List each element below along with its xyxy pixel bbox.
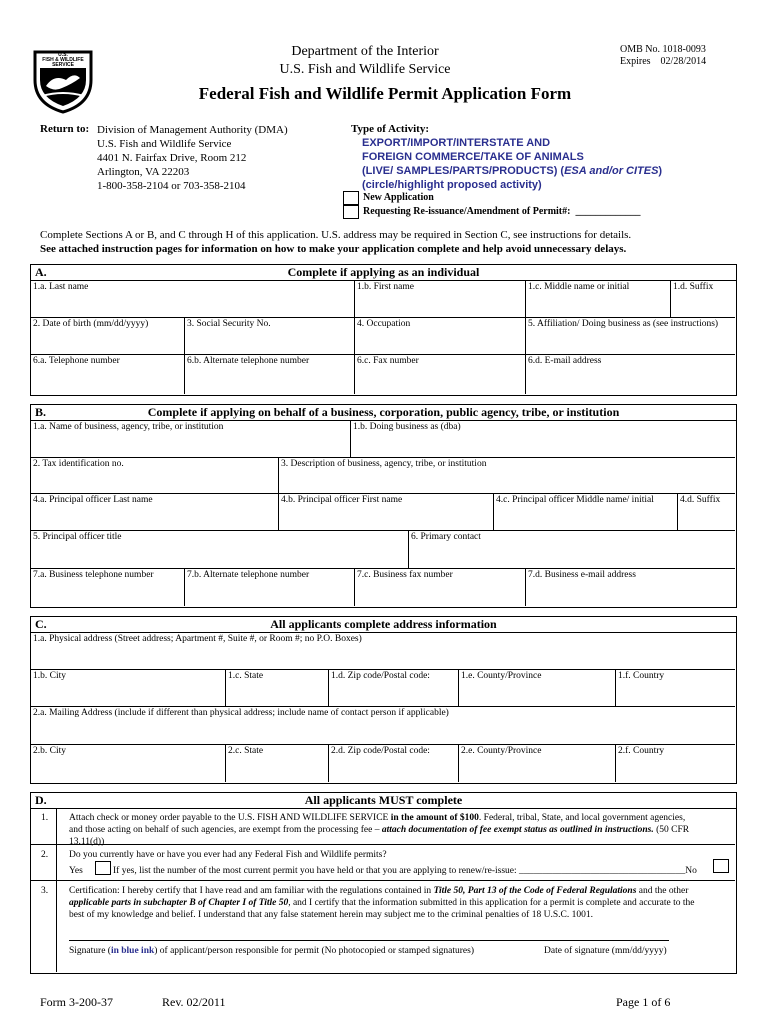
permit-yes-checkbox[interactable] [95, 861, 111, 875]
field-label: 1.d. Suffix [673, 282, 714, 292]
mailing-country-field[interactable] [616, 745, 735, 782]
return-to-label: Return to: [40, 123, 90, 135]
dob-field[interactable] [31, 318, 185, 355]
first-name-field[interactable] [355, 281, 526, 318]
activity-line [362, 164, 662, 178]
revision-date: Rev. 02/2011 [162, 995, 226, 1009]
reissuance-label: Requesting Re-issuance/Amendment of Permit#: _____________ [363, 206, 641, 217]
section-c-title: All applicants complete address information [270, 617, 497, 631]
occupation-field[interactable] [355, 318, 526, 355]
item-3-certification [69, 885, 729, 921]
item-1-fee: in the amount of $100 [390, 813, 479, 823]
section-c-letter: C. [35, 617, 47, 631]
section-b-letter: B. [35, 405, 47, 419]
field-label: 2. Date of birth (mm/dd/yyyy) [33, 319, 149, 329]
field-label: 6.b. Alternate telephone number [187, 356, 310, 366]
item-2-yes-label: Yes [69, 866, 83, 876]
item-3-text-a: Certification: I hereby certify that I have read and am familiar with the regulations contained in [69, 886, 434, 896]
field-label: 1.a. Physical address (Street address; Apartment #, Suite #, or Room #; no P.O. Boxes) [33, 634, 362, 644]
section-a [30, 264, 737, 396]
field-label: 2.f. Country [618, 746, 665, 756]
physical-address-field[interactable] [31, 633, 735, 670]
intro-line-1: Complete Sections A or B, and C through H of this application. U.S. address may be required in Section C, see instructions for details. [40, 229, 632, 241]
zip-field[interactable] [329, 670, 459, 707]
signature-caption [69, 945, 474, 957]
primary-contact-field[interactable] [409, 531, 735, 569]
form-number: Form 3-200-37 [40, 995, 113, 1009]
logo-text-mid: FISH & WILDLIFE [42, 57, 84, 63]
activity-options[interactable] [362, 136, 662, 192]
field-label: 1.c. State [228, 671, 264, 681]
field-label: 1.b. Doing business as (dba) [353, 422, 461, 432]
county-field[interactable] [459, 670, 616, 707]
agency-name: U.S. Fish and Wildlife Service [279, 62, 451, 77]
field-label: 1.a. Name of business, agency, tribe, or institution [33, 422, 224, 432]
item-1-text-a: Attach check or money order payable to the U.S. FISH AND WILDLIFE SERVICE [69, 813, 391, 823]
officer-title-field[interactable] [31, 531, 409, 569]
ssn-field[interactable] [185, 318, 355, 355]
field-label: 4.d. Suffix [680, 495, 721, 505]
section-d-header [31, 793, 736, 809]
business-fax-field[interactable] [355, 569, 526, 606]
fws-logo [32, 48, 94, 114]
section-b-header [31, 405, 736, 421]
country-field[interactable] [616, 670, 735, 707]
field-label: 2.c. State [228, 746, 264, 756]
section-d-title: All applicants MUST complete [304, 793, 463, 807]
section-a-letter: A. [35, 265, 47, 279]
activity-label: Type of Activity: [351, 123, 430, 135]
business-description-field[interactable] [279, 458, 735, 494]
city-field[interactable] [31, 670, 226, 707]
mailing-address-field[interactable] [31, 707, 735, 745]
reissuance-checkbox[interactable] [343, 205, 359, 219]
return-line: 1-800-358-2104 or 703-358-2104 [97, 180, 246, 192]
field-label: 7.d. Business e-mail address [528, 570, 636, 580]
field-label: 3. Social Security No. [187, 319, 271, 329]
state-field[interactable] [226, 670, 329, 707]
field-label: 2. Tax identification no. [33, 459, 124, 469]
permit-no-checkbox[interactable] [713, 859, 729, 873]
tax-id-field[interactable] [31, 458, 279, 494]
alt-telephone-field[interactable] [185, 355, 355, 394]
field-label: 6.c. Fax number [357, 356, 419, 366]
officer-suffix-field[interactable] [678, 494, 735, 531]
field-label: 4. Occupation [357, 319, 411, 329]
signature-caption-a: Signature ( [69, 946, 111, 956]
activity-instruction: (circle/highlight proposed activity) [362, 179, 542, 191]
item-1-text-d: and those acting on behalf of such agencies, are exempt from the processing fee – [69, 825, 382, 835]
mailing-county-field[interactable] [459, 745, 616, 782]
field-label: 7.b. Alternate telephone number [187, 570, 310, 580]
form-title: Federal Fish and Wildlife Permit Application Form [198, 84, 572, 103]
item-2-number: 2. [41, 850, 49, 860]
field-label: 2.a. Mailing Address (include if different than physical address; include name of contact person if applicable) [33, 708, 449, 718]
return-to-address [97, 123, 288, 193]
affiliation-field[interactable] [526, 318, 735, 355]
item-3-text-c: and the other [636, 886, 689, 896]
dba-field[interactable] [351, 421, 735, 458]
field-label: 4.b. Principal officer First name [281, 495, 403, 505]
officer-middle-name-field[interactable] [494, 494, 678, 531]
activity-line: EXPORT/IMPORT/INTERSTATE AND [362, 137, 551, 149]
section-c-header [31, 617, 736, 633]
field-label: 5. Principal officer title [33, 532, 122, 542]
item-2-detail: If yes, list the number of the most current permit you have held or that you are applying to renew/re-issue: ___________________________________No [113, 866, 697, 876]
mailing-state-field[interactable] [226, 745, 329, 782]
return-line: U.S. Fish and Wildlife Service [97, 138, 232, 150]
intro-line-2: See attached instruction pages for information on how to make your application complete and help avoid unnecessary delays. [40, 243, 627, 255]
new-application-checkbox[interactable] [343, 191, 359, 205]
section-a-header [31, 265, 736, 281]
business-alt-telephone-field[interactable] [185, 569, 355, 606]
business-email-field[interactable] [526, 569, 735, 606]
item-1-number: 1. [41, 813, 49, 823]
item-2-question: Do you currently have or have you ever had any Federal Fish and Wildlife permits? [69, 850, 387, 860]
field-label: 1.d. Zip code/Postal code: [331, 671, 430, 681]
telephone-field[interactable] [31, 355, 185, 394]
item-1-text-f: (50 CFR [653, 825, 690, 835]
item-3-text-e: , and I certify that the information submitted in this application for a permit is complete and accurate to the [288, 898, 695, 908]
mailing-zip-field[interactable] [329, 745, 459, 782]
return-line: 4401 N. Fairfax Drive, Room 212 [97, 152, 247, 164]
activity-line: FOREIGN COMMERCE/TAKE OF ANIMALS [362, 151, 584, 163]
expiration-date: Expires 02/28/2014 [620, 56, 707, 67]
dept-name: Department of the Interior [291, 44, 439, 59]
section-b-title: Complete if applying on behalf of a business, corporation, public agency, tribe, or institution [147, 405, 620, 419]
suffix-field[interactable] [671, 281, 735, 318]
field-label: 2.d. Zip code/Postal code: [331, 746, 430, 756]
officer-first-name-field[interactable] [279, 494, 494, 531]
row-divider [31, 880, 735, 881]
business-telephone-field[interactable] [31, 569, 185, 606]
field-label: 1.e. County/Province [461, 671, 542, 681]
business-name-field[interactable] [31, 421, 351, 458]
signature-blue-ink: in blue ink [110, 946, 155, 956]
field-label: 1.a. Last name [33, 282, 89, 292]
logo-text-top: U.S. [58, 52, 68, 58]
section-d-letter: D. [35, 793, 47, 807]
field-label: 1.b. First name [357, 282, 414, 292]
item-3-text-f: best of my knowledge and belief. I understand that any false statement herein may subject me to the criminal penalties of 18 U.S.C. 1001. [69, 910, 593, 920]
signature-line[interactable] [69, 939, 669, 941]
activity-line-c: ) [658, 165, 663, 177]
signature-date-caption: Date of signature (mm/dd/yyyy) [544, 946, 667, 956]
section-a-title: Complete if applying as an individual [287, 265, 480, 279]
section-b [30, 404, 737, 608]
field-label: 7.a. Business telephone number [33, 570, 154, 580]
field-label: 7.c. Business fax number [357, 570, 453, 580]
field-label: 2.b. City [33, 746, 66, 756]
field-label: 3. Description of business, agency, tribe, or institution [281, 459, 487, 469]
item-1-text-g: 13.11(d)) [69, 837, 105, 847]
number-column-divider [56, 809, 57, 972]
field-label: 1.b. City [33, 671, 66, 681]
new-application-label: New Application [363, 192, 434, 203]
omb-number: OMB No. 1018-0093 [620, 44, 706, 55]
last-name-field[interactable] [31, 281, 355, 318]
logo-text-bot: SERVICE [52, 62, 74, 68]
item-3-cfr: Title 50, Part 13 of the Code of Federal Regulations [433, 886, 637, 896]
return-line: Division of Management Authority (DMA) [97, 124, 288, 136]
field-label: 5. Affiliation/ Doing business as (see instructions) [528, 319, 719, 329]
field-label: 4.a. Principal officer Last name [33, 495, 153, 505]
field-label: 6. Primary contact [411, 532, 481, 542]
field-label: 6.a. Telephone number [33, 356, 120, 366]
page-number: Page 1 of 6 [616, 995, 671, 1009]
officer-last-name-field[interactable] [31, 494, 279, 531]
activity-line-a: (LIVE/ SAMPLES/PARTS/PRODUCTS) ( [362, 165, 565, 177]
fax-field[interactable] [355, 355, 526, 394]
field-label: 2.e. County/Province [461, 746, 542, 756]
section-c [30, 616, 737, 784]
item-1-text [69, 812, 729, 848]
activity-esa-cites: ESA and/or CITES [564, 165, 659, 177]
field-label: 1.f. Country [618, 671, 665, 681]
item-1-text-c: . Federal, tribal, State, and local government agencies, [478, 813, 686, 823]
middle-name-field[interactable] [526, 281, 671, 318]
signature-caption-c: ) of applicant/person responsible for permit (No photocopied or stamped signatures) [154, 946, 475, 956]
section-d [30, 792, 737, 974]
item-3-number: 3. [41, 886, 49, 896]
return-line: Arlington, VA 22203 [97, 166, 190, 178]
item-3-subchapter: applicable parts in subchapter B of Chapter I of Title 50 [69, 898, 289, 908]
mailing-city-field[interactable] [31, 745, 226, 782]
item-1-exempt-note: attach documentation of fee exempt status as outlined in instructions. [381, 825, 654, 835]
field-label: 1.c. Middle name or initial [528, 282, 630, 292]
field-label: 6.d. E-mail address [528, 356, 602, 366]
email-field[interactable] [526, 355, 735, 394]
field-label: 4.c. Principal officer Middle name/ initial [496, 495, 654, 505]
